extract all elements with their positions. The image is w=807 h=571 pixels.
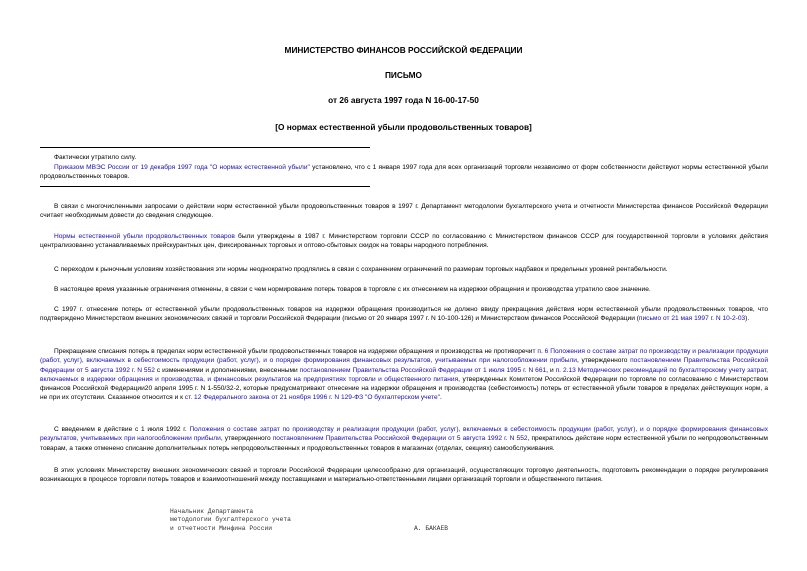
regulation-link-2[interactable]: Положения о составе затрат по производству и реализации продукции (работ, услуг), включаемых в себестоимость продукции (работ, услуг), и о порядке формирования финансовых результатов, учитываемых при налогообложении прибыли: [40, 426, 768, 443]
order-note: Приказом МВЭС России от 19 декабря 1997 года "О нормах естественной убыли" установлено, что с 1 января 1997 года для всех организаций торговли независимо от форм собственности действуют нормы естественной убыли продовольственных товаров.: [40, 164, 768, 181]
divider: [40, 147, 370, 148]
resolution-661-link[interactable]: постановлением Правительства Российской Федерации от 1 июля 1995 г. N 661: [299, 366, 547, 374]
resolution-552-link[interactable]: постановлением Правительства Российской Федерации от 5 августа 1992 г. N 552: [40, 357, 768, 374]
doc-type: ПИСЬМО: [384, 70, 423, 80]
recommendations-link[interactable]: п. 2.13 Методических рекомендаций по бухгалтерскому учету затрат, включаемых в издержки обращения и производства, и финансовых результатов на предприятиях торговли и общественного питания: [40, 366, 768, 383]
federal-law-link[interactable]: ст. 12 Федерального закона от 21 ноября 1996 г. N 129-ФЗ "О бухгалтерском учете": [184, 394, 440, 402]
paragraph-8: В этих условиях Министерству внешних экономических связей и торговли Российской Федерации целесообразно для организаций, осуществляющих торговую деятельность, подготовить рекомендации о порядке регулирования возникающих в процессе торговли потерь товаров и взаимоотношений между поставщиками и материально-ответственными лицами организаций торговли и общественного питания.: [40, 467, 768, 484]
doc-date-number: от 26 августа 1997 года N 16-00-17-50: [328, 95, 479, 105]
order-link[interactable]: Приказом МВЭС России от 19 декабря 1997 года: [54, 164, 208, 171]
paragraph-7: С введением в действие с 1 июля 1992 г. Положения о составе затрат по производству и реализации продукции (работ, услуг), включаемых в себестоимость продукции (работ, услуг), и о порядке формирования финансовых результатов, учитываемых при налогообложении прибыли, утвержденного постановлением Правительства Российской Федерации от 5 августа 1992 г. N 552, прекратилось действие норм естественной убыли по непродовольственным товарам, а также отменено списание дополнительных потерь непродовольственных и продовольственных товаров в магазинах (отделах, секциях) самообслуживания.: [40, 426, 768, 452]
signature-name: А. БАКАЕВ: [414, 525, 449, 532]
norms-link[interactable]: Нормы естественной убыли продовольственных товаров: [54, 233, 235, 240]
ministry-title: МИНИСТЕРСТВО ФИНАНСОВ РОССИЙСКОЙ ФЕДЕРАЦИИ: [284, 45, 523, 55]
order-title-link[interactable]: "О нормах естественной убыли": [209, 164, 310, 171]
paragraph-3: С переходом к рыночным условиям хозяйствования эти нормы неоднократно продлялись в связи с сохранением ограничений по размерам торговых надбавок и предельных уровней рентабельности.: [54, 266, 668, 273]
signature-title: Начальник Департамента методологии бухгалтерского учета и отчетности Минфина России: [170, 508, 291, 532]
resolution-552-link-2[interactable]: постановлением Правительства Российской Федерации от 5 августа 1992 г. N 552: [272, 435, 528, 443]
doc-subject: [О нормах естественной убыли продовольственных товаров]: [275, 122, 532, 132]
paragraph-6: Прекращение списания потерь в пределах норм естественной убыли продовольственных товаров на издержки обращения и производства не противоречит п. 6 Положения о составе затрат по производству и реализации продукции (работ, услуг), включаемых в себестоимость продукции (работ, услуг), и о порядке формирования финансовых результатов, учитываемых при налогообложении прибыли, утвержденного постановлением Правительства Российской Федерации от 5 августа 1992 г. N 552 с изменениями и дополнениями, внесенными постановлением Правительства Российской Федерации от 1 июля 1995 г. N 661, и п. 2.13 Методических рекомендаций по бухгалтерскому учету затрат, включаемых в издержки обращения и производства, и финансовых результатов на предприятиях торговли и общественного питания, утвержденных Комитетом Российской Федерации по торговле по согласованию с Министерством финансов Российской Федерации20 апреля 1995 г. N 1-550/32-2, которые предусматривают отнесение на издержки обращения и производства (себестоимость) потерь от естественной убыли товаров в пределах действующих норм, а не при их отсутствии. Сказанное относится и к ст. 12 Федерального закона от 21 ноября 1996 г. N 129-ФЗ "О бухгалтерском учете".: [40, 348, 769, 402]
paragraph-5: С 1997 г. отнесение потерь от естественной убыли продовольственных товаров на издержки обращения производиться не должно ввиду прекращения действия норм естественной убыли продовольственных товаров, что подтверждено Министерством внешних экономических связей и торговли Российской Федерации (письмо от 20 января 1997 г. N 10-100-126) и Министерством финансов Российской Федерации (письмо от 21 мая 1997 г. N 10-2-03).: [40, 306, 768, 323]
regulation-link[interactable]: п. 6 Положения о составе затрат по производству и реализации продукции (работ, услуг), включаемых в себестоимость продукции (работ, услуг), и о порядке формирования финансовых результатов, учитываемых при налогообложении прибыли: [40, 348, 769, 365]
paragraph-4: В настоящее время указанные ограничения отменены, в связи с чем нормирование потерь товаров в торговле с их отнесением на издержки обращения и производства утратило свое значение.: [54, 286, 651, 293]
paragraph-1: В связи с многочисленными запросами о действии норм естественной убыли продовольственных товаров в 1997 г. Департамент методологии бухгалтерского учета и отчетности Министерства финансов Российской Федерации считает необходимым довести до сведения следующее.: [40, 203, 768, 220]
letter-link[interactable]: письмо от 21 мая 1997 г. N 10-2-03: [638, 315, 746, 323]
paragraph-2: Нормы естественной убыли продовольственных товаров были утверждены в 1987 г. Министерством торговли СССР по согласованию с Министерством финансов СССР для государственной торговли в условиях действия централизованно устанавливаемых прейскурантных цен, фиксированных торговых и оптово-сбытовых скидок на товары народного потребления.: [40, 233, 768, 250]
lost-force-note: Фактически утратило силу.: [54, 154, 137, 161]
divider: [40, 186, 370, 187]
